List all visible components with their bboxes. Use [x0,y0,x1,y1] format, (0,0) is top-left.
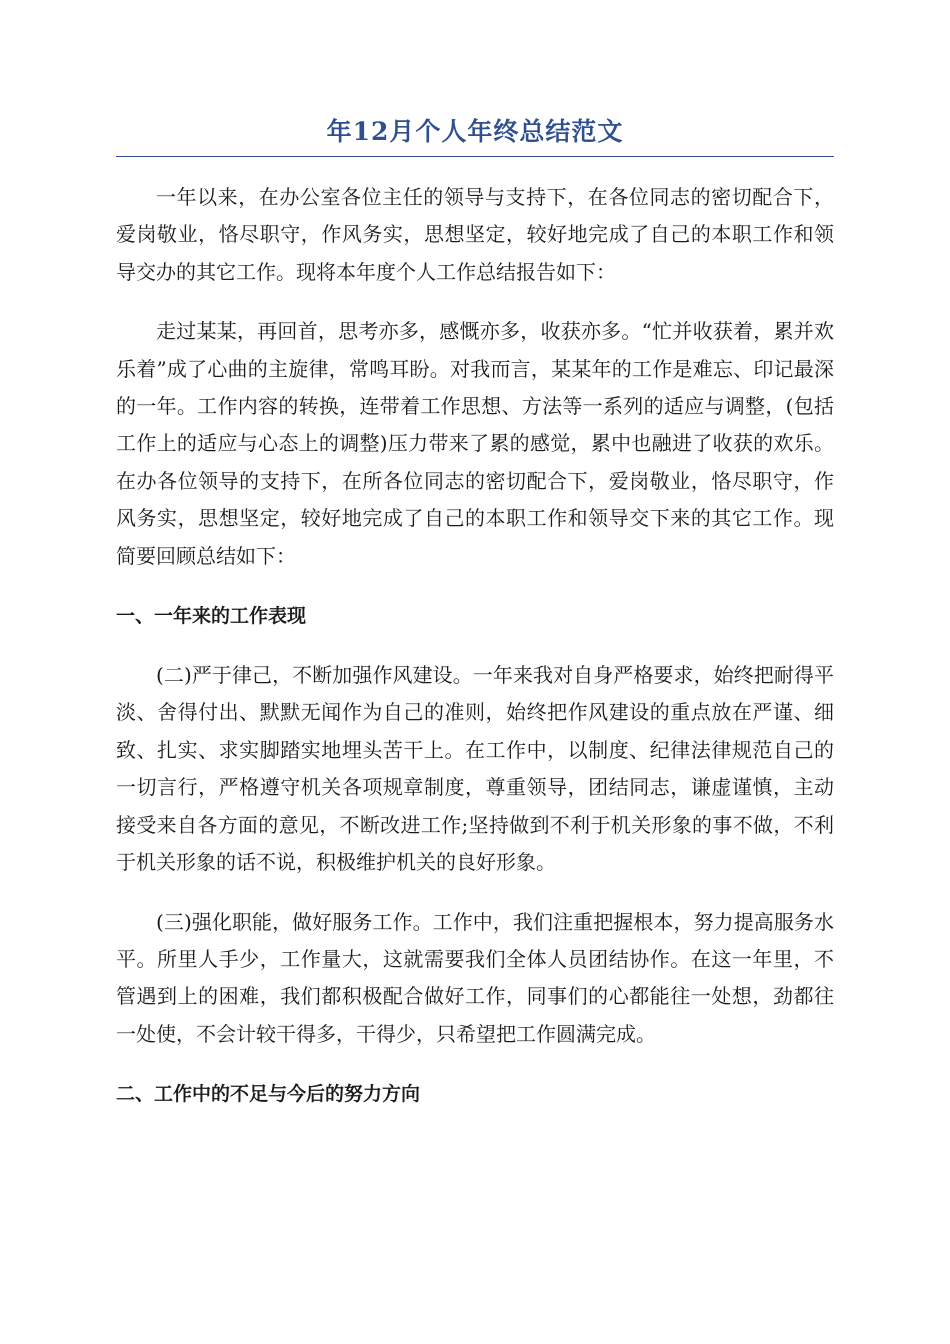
document-page [116,112,834,1135]
paragraph-review: 走过某某，再回首，思考亦多，感慨亦多，收获亦多。“忙并收获着，累并欢乐着”成了心曲的主旋律，常鸣耳盼。对我而言，某某年的工作是难忘、印记最深的一年。工作内容的转换，连带着工作思想、方法等一系列的适应与调整，(包括工作上的适应与心态上的调整)压力带来了累的感觉，累中也融进了收获的欢乐。在办各位领导的支持下，在所各位同志的密切配合下，爱岗敬业，恪尽职守，作风务实，思想坚定，较好地完成了自己的本职工作和领导交下来的其它工作。现简要回顾总结如下： [116,319,834,568]
paragraph-intro: 一年以来，在办公室各位主任的领导与支持下，在各位同志的密切配合下，爱岗敬业，恪尽职守，作风务实，思想坚定，较好地完成了自己的本职工作和领导交办的其它工作。现将本年度个人工作总结报告如下： [116,185,834,284]
document-body [116,179,834,1113]
section-heading-1: 一、一年来的工作表现 [116,605,307,628]
section-heading-2: 二、工作中的不足与今后的努力方向 [116,1083,421,1106]
document-title: 年12月个人年终总结范文 [116,112,834,157]
paragraph-service: (三)强化职能，做好服务工作。工作中，我们注重把握根本，努力提高服务水平。所里人手少，工作量大，这就需要我们全体人员团结协作。在这一年里，不管遇到上的困难，我们都积极配合做好工作，同事们的心都能往一处想，劲都往一处使，不会计较干得多，干得少，只希望把工作圆满完成。 [116,909,834,1046]
paragraph-discipline: (二)严于律己，不断加强作风建设。一年来我对自身严格要求，始终把耐得平淡、舍得付出、默默无闻作为自己的准则，始终把作风建设的重点放在严谨、细致、扎实、求实脚踏实地埋头苦干上。在工作中，以制度、纪律法律规范自己的一切言行，严格遵守机关各项规章制度，尊重领导，团结同志，谦虚谨慎，主动接受来自各方面的意见，不断改进工作;坚持做到不利于机关形象的事不做，不利于机关形象的话不说，积极维护机关的良好形象。 [116,663,834,875]
